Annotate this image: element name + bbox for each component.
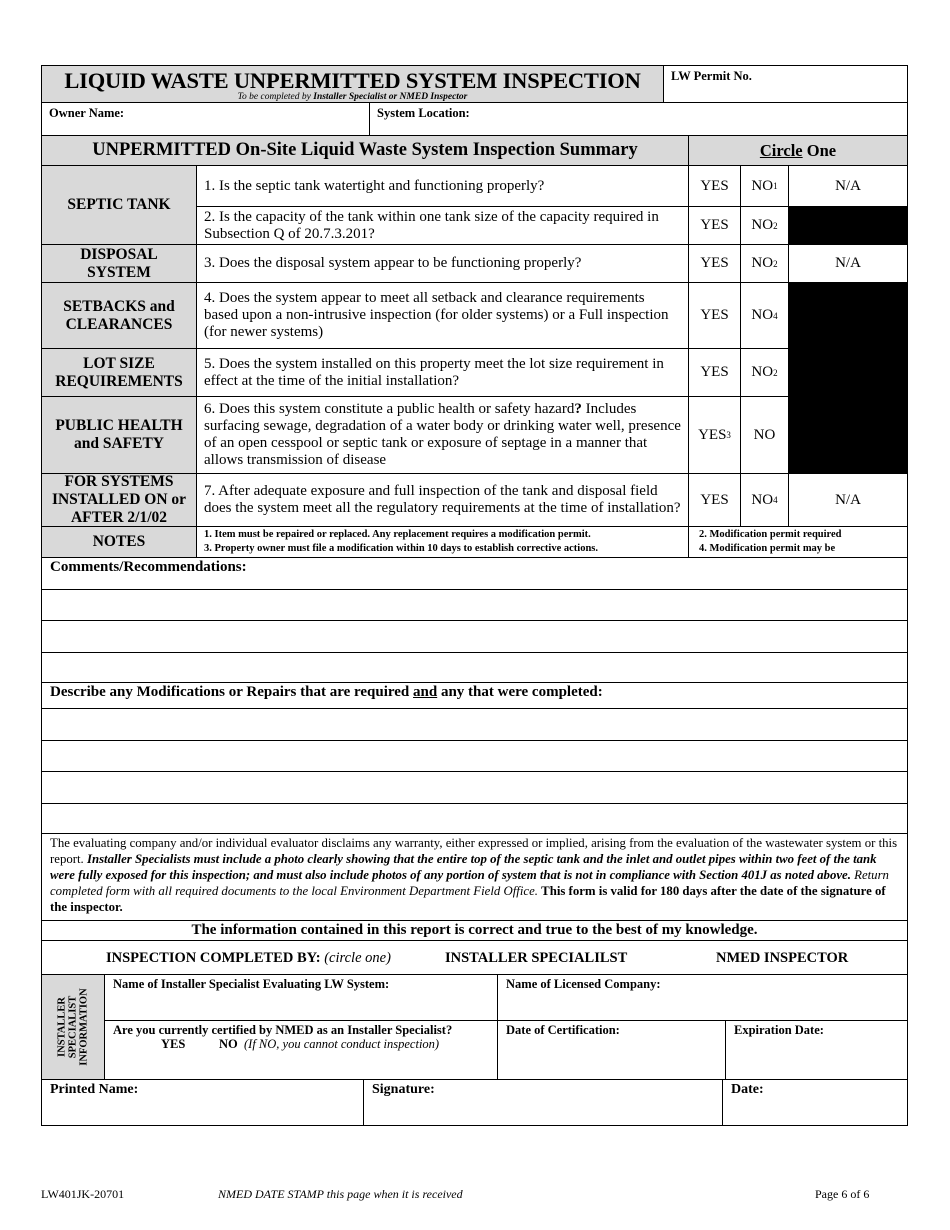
note-3: 3. Property owner must file a modification within 10 days to establish corrective actions. — [204, 543, 599, 554]
q7-no[interactable]: NO 4 — [740, 473, 789, 527]
question-2: 2. Is the capacity of the tank within one tank size of the capacity required in Subsection Q of 20.7.3.201? — [196, 206, 689, 245]
question-6: 6. Does this system constitute a public health or safety hazard? Includes surfacing sewage, degradation of a water body or drinking water well, presence of an open cesspool or septic tank or exposure of septage in a manner that allows transmission of disease — [196, 396, 689, 474]
date-field[interactable] — [722, 1079, 908, 1126]
comments-label: Comments/Recommendations: — [50, 559, 247, 575]
circle-one-header: Circle One — [688, 135, 908, 166]
signature-label: Signature: — [372, 1082, 435, 1097]
form-subtitle: To be completed by Installer Specialist or NMED Inspector — [237, 92, 468, 102]
form-title: LIQUID WASTE UNPERMITTED SYSTEM INSPECTION — [64, 68, 641, 93]
option-installer-specialist[interactable]: INSTALLER SPECIALILST — [445, 950, 628, 966]
notes-left — [196, 526, 689, 558]
question-7: 7. After adequate exposure and full inspection of the tank and disposal field does the system meet all the regulatory requirements at the time of installation? — [196, 473, 689, 527]
system-location-label: System Location: — [377, 106, 470, 120]
header-title-box — [41, 65, 664, 103]
signature-field[interactable] — [363, 1079, 723, 1126]
comment-line — [42, 620, 907, 621]
q4-yes[interactable]: YES — [688, 282, 741, 349]
certified-yes-option[interactable]: YES — [161, 1037, 186, 1051]
note-4: 4. Modification permit may be — [699, 543, 836, 554]
question-3: 3. Does the disposal system appear to be functioning properly? — [196, 244, 689, 283]
category-disposal-system: DISPOSAL SYSTEM — [41, 244, 197, 283]
expiration-date-label: Expiration Date: — [734, 1023, 824, 1037]
date-stamp-note: NMED DATE STAMP this page when it is received — [218, 1187, 463, 1201]
permit-number-field[interactable] — [663, 65, 908, 103]
certified-no-option[interactable]: NO (If NO, you cannot conduct inspection) — [219, 1037, 440, 1051]
note-2: 2. Modification permit required — [699, 529, 842, 540]
q7-na[interactable]: N/A — [788, 473, 908, 527]
summary-title: UNPERMITTED On-Site Liquid Waste System Inspection Summary — [41, 135, 689, 166]
q2-na-blocked — [788, 206, 908, 245]
category-notes: NOTES — [41, 526, 197, 558]
disclaimer: The evaluating company and/or individual evaluator disclaims any warranty, either expressed or implied, arising from the evaluation of the wastewater system or this report. Installer Specialists must include a photo clearly showing that the entire top of the septic tank and the inlet and outlet pipes within two feet of the tank were fully exposed for this inspection; and must also include photos of any portion of system that is not in compliance with Section 401J as noted above. Return completed form with all required documents to the local Environment Department Field Office. This form is valid for 180 days after the date of the signature of the inspector. — [41, 833, 908, 921]
modification-line — [42, 708, 907, 709]
q2-no[interactable]: NO 2 — [740, 206, 789, 245]
note-1: 1. Item must be repaired or replaced. Any replacement requires a modification permit. — [204, 529, 591, 540]
q6-no[interactable]: NO — [740, 396, 789, 474]
q3-no[interactable]: NO 2 — [740, 244, 789, 283]
comment-line — [42, 589, 907, 590]
category-public-health: PUBLIC HEALTH and SAFETY — [41, 396, 197, 474]
q4-no[interactable]: NO 4 — [740, 282, 789, 349]
question-4: 4. Does the system appear to meet all setback and clearance requirements based upon a non-intrusive inspection (for older systems) or a Full inspection (for newer systems) — [196, 282, 689, 349]
q5-yes[interactable]: YES — [688, 348, 741, 397]
category-setbacks: SETBACKS and CLEARANCES — [41, 282, 197, 349]
system-location-field[interactable] — [369, 102, 908, 136]
certified-question: Are you currently certified by NMED as an Installer Specialist? — [113, 1023, 453, 1037]
comments-section[interactable] — [41, 557, 908, 683]
licensed-company-field[interactable] — [497, 974, 908, 1021]
q2-yes[interactable]: YES — [688, 206, 741, 245]
modification-line — [42, 771, 907, 772]
modification-line — [42, 740, 907, 741]
date-label: Date: — [731, 1082, 764, 1097]
question-5: 5. Does the system installed on this property meet the lot size requirement in effect at the time of the initial installation? — [196, 348, 689, 397]
specialist-side-label: INSTALLER SPECIALIST INFORMATION — [56, 988, 90, 1066]
expiration-date-field[interactable] — [725, 1020, 908, 1080]
certification-date-field[interactable] — [497, 1020, 726, 1080]
certification-date-label: Date of Certification: — [506, 1023, 620, 1037]
specialist-name-field[interactable] — [104, 974, 498, 1021]
printed-name-field[interactable] — [41, 1079, 364, 1126]
owner-name-field[interactable] — [41, 102, 370, 136]
printed-name-label: Printed Name: — [50, 1082, 139, 1097]
notes-right — [688, 526, 908, 558]
q4-q6-na-blocked — [788, 282, 908, 474]
completed-by-label: INSPECTION COMPLETED BY: (circle one) — [106, 950, 391, 966]
category-lot-size: LOT SIZE REQUIREMENTS — [41, 348, 197, 397]
category-after-2002: FOR SYSTEMS INSTALLED ON or AFTER 2/1/02 — [41, 473, 197, 527]
modifications-section[interactable] — [41, 682, 908, 834]
specialist-name-label: Name of Installer Specialist Evaluating LW System: — [113, 977, 390, 991]
completed-by-row — [41, 940, 908, 975]
comment-line — [42, 652, 907, 653]
q3-na[interactable]: N/A — [788, 244, 908, 283]
q6-yes[interactable]: YES 3 — [688, 396, 741, 474]
q1-na[interactable]: N/A — [788, 165, 908, 207]
licensed-company-label: Name of Licensed Company: — [506, 977, 661, 991]
certified-question-cell — [104, 1020, 498, 1080]
page-number: Page 6 of 6 — [815, 1187, 870, 1201]
owner-name-label: Owner Name: — [49, 106, 125, 120]
category-septic-tank: SEPTIC TANK — [41, 165, 197, 245]
permit-number-label: LW Permit No. — [671, 69, 752, 83]
specialist-side-label-box — [41, 974, 105, 1080]
certification-statement: The information contained in this report is correct and true to the best of my knowledge. — [41, 920, 908, 941]
modifications-label: Describe any Modifications or Repairs that are required and any that were completed: — [50, 684, 603, 700]
q1-yes[interactable]: YES — [688, 165, 741, 207]
modification-line — [42, 803, 907, 804]
q7-yes[interactable]: YES — [688, 473, 741, 527]
q1-no[interactable]: NO 1 — [740, 165, 789, 207]
form-id: LW401JK-20701 — [41, 1187, 125, 1201]
q5-no[interactable]: NO 2 — [740, 348, 789, 397]
option-nmed-inspector[interactable]: NMED INSPECTOR — [716, 950, 849, 966]
question-1: 1. Is the septic tank watertight and functioning properly? — [196, 165, 689, 207]
q3-yes[interactable]: YES — [688, 244, 741, 283]
